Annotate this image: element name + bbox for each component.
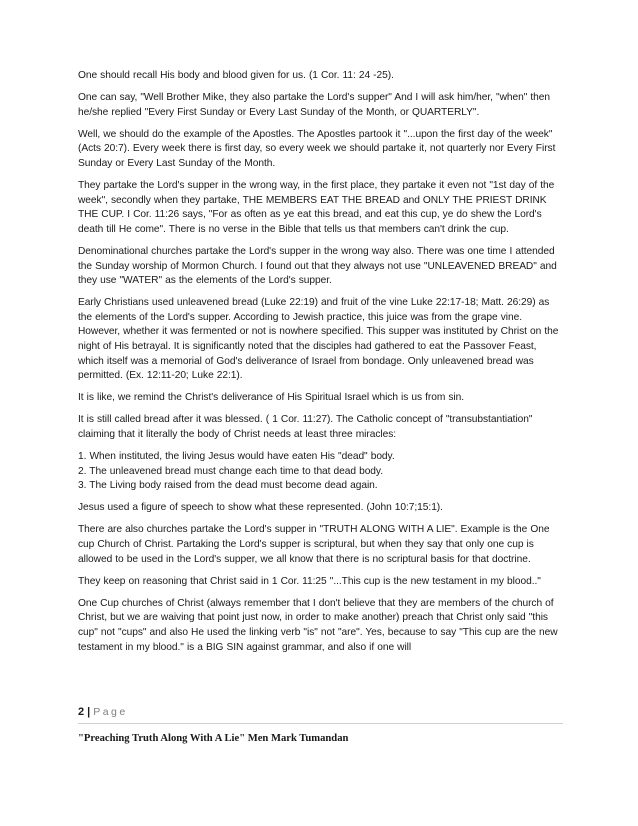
paragraph-13: One Cup churches of Christ (always remember that I don't believe that they are members of the church of Christ, but we are waiving that point just now, in order to make another) preach that Christ only said "this cup" not "cups" and also He used the linking verb "is" not "are". Yes, because to say "This cup are the new testament in my blood." is a BIG SIN against grammar, and also if one will bbox=[78, 597, 558, 653]
numbered-list: 1. When instituted, the living Jesus would have eaten His "dead" body. 2. The unleavened bread must change each time to that dead body. 3. The Living body raised from the dead must become dead again. bbox=[78, 451, 395, 492]
paragraph-3: Well, we should do the example of the Apostles. The Apostles partook it "...upon the first day of the week" (Acts 20:7). Every week there is first day, so every week we should partake it, not quarterly nor Every First Sunday or Every Last Sunday of the Month. bbox=[78, 128, 556, 169]
paragraph-8: It is still called bread after it was blessed. ( 1 Cor. 11:27). The Catholic concept of "transubstantiation" claiming that it literally the body of Christ needs at least three miracles: bbox=[78, 414, 533, 440]
page-number-line bbox=[78, 706, 563, 720]
paragraph-2: One can say, "Well Brother Mike, they also partake the Lord's supper" And I will ask him/her, "when" then he/she replied "Every First Sunday or Every Last Sunday of the Month, or QUARTERLY". bbox=[78, 92, 551, 118]
page-footer bbox=[78, 706, 563, 744]
paragraph-11: There are also churches partake the Lord's supper in "TRUTH ALONG WITH A LIE". Example is the One cup Church of Christ. Partaking the Lord's supper is scriptural, but when they say that only one cup is allowed to be used in the Lord's supper, we all know that there is no scriptural basis for that doctrine. bbox=[78, 524, 550, 565]
page-body bbox=[78, 69, 563, 663]
paragraph-1: One should recall His body and blood given for us. (1 Cor. 11: 24 -25). bbox=[78, 70, 394, 81]
footer-divider bbox=[78, 723, 563, 724]
page-separator: | bbox=[87, 706, 91, 718]
paragraph-10: Jesus used a figure of speech to show what these represented. (John 10:7;15:1). bbox=[78, 502, 443, 514]
paragraph-5: Denominational churches partake the Lord's supper in the wrong way also. There was one time I attended the Sunday worship of Mormon Church. I found out that they always not use "UNLEAVENED BREAD" and they use "WATER" as the elements of the Lord's supper. bbox=[78, 245, 557, 287]
page-number: 2 bbox=[78, 706, 85, 718]
paragraph-4: They partake the Lord's supper in the wrong way, in the first place, they partake it even not "1st day of the week", secondly when they partake, THE MEMBERS EAT THE BREAD and ONLY THE PRIEST DRINK THE CUP. I Cor. 11:26 says, "For as often as ye eat this bread, and eat this cup, ye do shew the Lord's death till He come". There is no verse in the Bible that tells us that members can't drink the cup. bbox=[78, 180, 555, 235]
footer-title: "Preaching Truth Along With A Lie" Men Mark Tumandan bbox=[78, 733, 349, 744]
paragraph-12: They keep on reasoning that Christ said in 1 Cor. 11:25 "...This cup is the new testament in my blood.." bbox=[78, 575, 541, 587]
paragraph-6: Early Christians used unleavened bread (Luke 22:19) and fruit of the vine Luke 22:17-18; Matt. 26:29) as the elements of the Lord's supper. According to Jewish practice, this juice was from the grape vine. However, whether it was fermented or not is nowhere specified. This supper was instituted by Christ on the night of His betrayal. It is significantly noted that the disciples had gathered to eat the Passover Feast, which itself was a memorial of God's deliverance of Israel from bondage. Only unleavened bread was permitted. (Ex. 12:11-20; Luke 22:1). bbox=[78, 297, 559, 382]
page-label: Page bbox=[93, 706, 128, 718]
paragraph-7: It is like, we remind the Christ's deliverance of His Spiritual Israel which is us from sin. bbox=[78, 392, 465, 404]
